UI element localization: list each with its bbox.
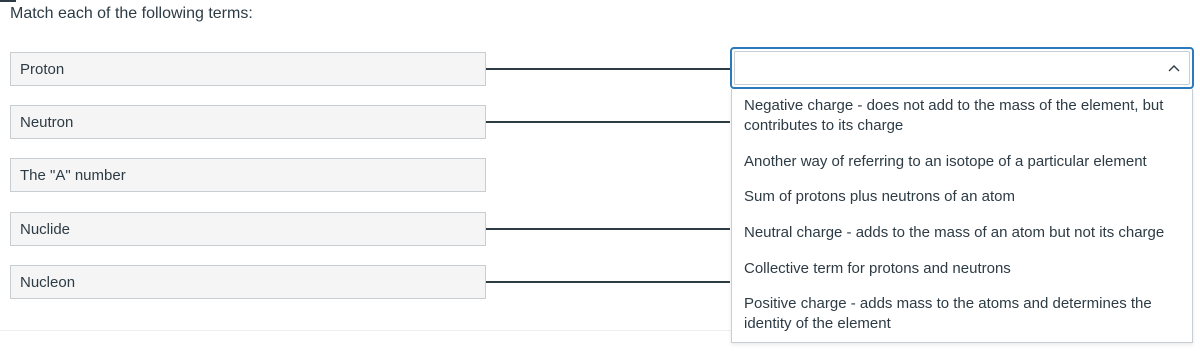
- term-nuclide: [10, 212, 486, 246]
- term-neutron: [10, 105, 486, 139]
- chevron-up-icon[interactable]: [1168, 64, 1180, 72]
- term-label: The "A" number: [20, 166, 126, 184]
- connector-line: [486, 281, 730, 283]
- term-proton: [10, 52, 486, 86]
- select-field[interactable]: [734, 51, 1190, 85]
- option-protons-plus-neutrons[interactable]: Sum of protons plus neutrons of an atom: [744, 188, 1015, 205]
- corner-mark: [0, 0, 16, 2]
- option-positive-charge[interactable]: Positive charge - adds mass to the atoms and determines the identity of the element: [744, 295, 1152, 332]
- term-label: Neutron: [20, 113, 74, 131]
- option-negative-charge[interactable]: Negative charge - does not add to the mass of the element, but contributes to its charge: [744, 97, 1164, 134]
- term-nucleon: [10, 265, 486, 299]
- connector-line: [486, 121, 730, 123]
- answer-select[interactable]: [730, 47, 1194, 89]
- connector-line: [486, 68, 730, 70]
- connector-line: [486, 228, 730, 230]
- term-label: Nucleon: [20, 273, 76, 291]
- option-collective-term[interactable]: Collective term for protons and neutrons: [744, 260, 1011, 277]
- question-prompt: Match each of the following terms:: [10, 5, 253, 22]
- term-label: Proton: [20, 60, 65, 78]
- term-a-number: [10, 158, 486, 192]
- select-dropdown: [731, 89, 1193, 343]
- divider: [0, 330, 731, 331]
- option-neutral-charge[interactable]: Neutral charge - adds to the mass of an atom but not its charge: [744, 224, 1165, 241]
- term-label: Nuclide: [20, 220, 71, 238]
- option-isotope[interactable]: Another way of referring to an isotope of a particular element: [744, 153, 1147, 170]
